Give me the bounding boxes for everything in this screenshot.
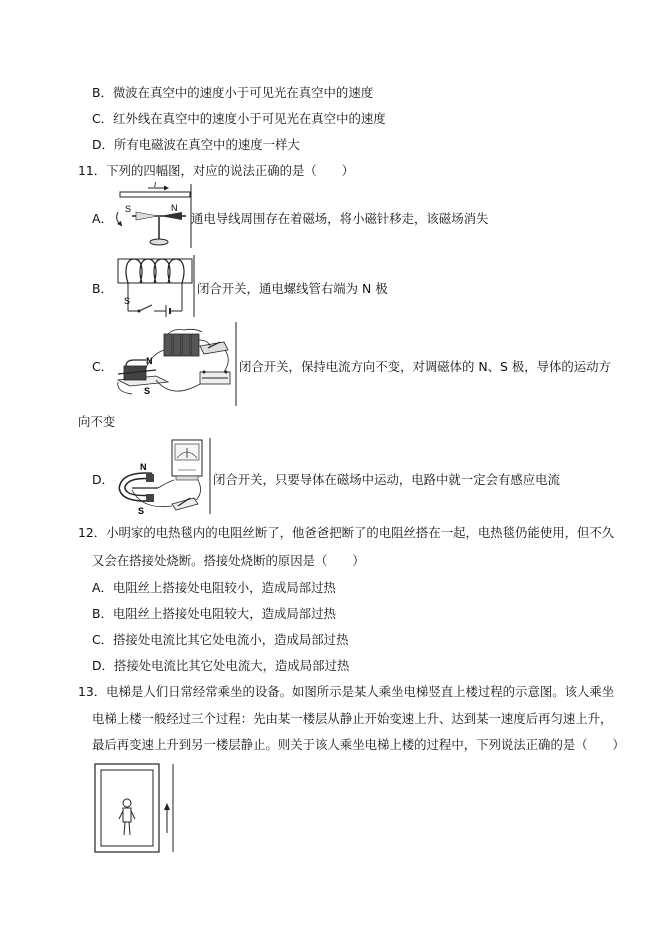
q10-option-b: B．微波在真空中的速度小于可见光在真空中的速度 — [92, 85, 374, 100]
fig-d-north-label: N — [140, 462, 147, 472]
q11-option-d-text: 闭合开关，只要导体在磁场中运动，电路中就一定会有感应电流 — [213, 472, 560, 487]
q13-stem-line-2: 电梯上楼一般经过三个过程：先由某一楼层从静止开始变速上升、达到某一速度后再匀速上升， — [92, 711, 613, 726]
q12-option-b: B．电阻丝上搭接处电阻较大，造成局部过热 — [92, 606, 336, 621]
fig-d-south-label: S — [138, 506, 145, 516]
fig-a-north-label: N — [171, 203, 178, 213]
q13-stem-line-1: 13．电梯是人们日常经常乘坐的设备。如图所示是某人乘坐电梯竖直上楼过程的示意图。该人乘坐 — [78, 684, 615, 699]
fig-a-current-label: I — [154, 182, 157, 189]
figure-elevator — [94, 763, 176, 853]
q11-option-c-letter: C． — [92, 359, 114, 374]
q11-option-c-continuation: 向不变 — [78, 414, 116, 429]
q11-option-a-text: 通电导线周围存在着磁场，将小磁针移走，该磁场消失 — [191, 211, 489, 226]
q12-stem-line-2: 又会在搭接处烧断。搭接处烧断的原因是（ ） — [92, 553, 365, 568]
q12-option-d: D．搭接处电流比其它处电流大，造成局部过热 — [92, 658, 350, 673]
q11-option-c-text: 闭合开关，保持电流方向不变，对调磁体的 N、S 极，导体的运动方 — [239, 359, 611, 374]
fig-a-south-label: S — [125, 204, 132, 214]
q12-stem-line-1: 12．小明家的电热毯内的电阻丝断了，他爸爸把断了的电阻丝搭在一起，电热毯仍能使用，但不久 — [78, 525, 615, 540]
figure-solenoid-circuit — [112, 255, 196, 317]
q11-stem: 11．下列的四幅图，对应的说法正确的是（ ） — [78, 163, 354, 178]
figure-motor-experiment — [112, 320, 238, 408]
fig-c-north-label: N — [146, 356, 153, 366]
q10-option-d: D．所有电磁波在真空中的速度一样大 — [92, 137, 300, 152]
fig-b-switch-label: S — [124, 296, 131, 306]
q11-option-a-letter: A． — [92, 211, 113, 226]
figure-induction-experiment — [112, 436, 212, 516]
q12-option-a: A．电阻丝上搭接处电阻较小，造成局部过热 — [92, 580, 336, 595]
q11-option-d-letter: D． — [92, 472, 114, 487]
q11-option-b-letter: B． — [92, 281, 113, 296]
fig-c-south-label: S — [144, 386, 151, 396]
q11-option-b-text: 闭合开关，通电螺线管右端为 N 极 — [197, 281, 388, 296]
figure-oersted-experiment — [112, 182, 194, 250]
q10-option-c: C．红外线在真空中的速度小于可见光在真空中的速度 — [92, 111, 386, 126]
q12-option-c: C．搭接处电流比其它处电流小，造成局部过热 — [92, 632, 349, 647]
q13-stem-line-3: 最后再变速上升到另一楼层静止。则关于该人乘坐电梯上楼的过程中，下列说法正确的是（ ） — [92, 737, 625, 752]
